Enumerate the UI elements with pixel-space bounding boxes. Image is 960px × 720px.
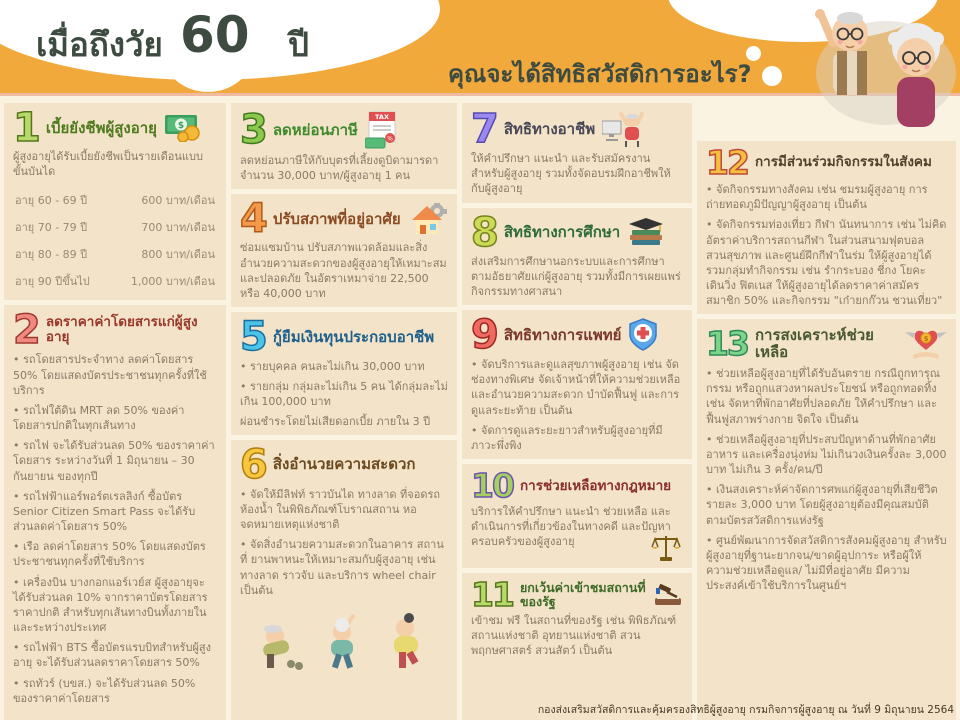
table-row: อายุ 60 - 69 ปี 600 บาท/เดือน [15, 193, 215, 207]
section-number: 2 [13, 307, 39, 354]
table-row: อายุ 80 - 89 ปี 800 บาท/เดือน [15, 247, 215, 261]
table-row: อายุ 90 ปีขึ้นไป 1,000 บาท/เดือน [15, 274, 215, 288]
section-body: ให้คำปรึกษา แนะนำ และรับสมัครงานสำหรับผู้สูงอายุ รวมทั้งจัดอบรมฝึกอาชีพให้กับผู้สูงอายุ [471, 152, 671, 196]
scales-icon [651, 534, 681, 562]
section-title: กู้ยืมเงินทุนประกอบอาชีพ [272, 327, 435, 346]
section-number: 10 [471, 466, 513, 506]
section-title: สิทธิทางการแพทย์ [503, 325, 622, 344]
gavel-book-icon [653, 584, 683, 606]
bullet-list: • จัดบริการและดูแลสุขภาพผู้สูงอายุ เช่น จัดช่องทางพิเศษ จัดเจ้าหน้าที่ให้ความช่วยเหลือและอำนวยความสะดวก บำบัดฟื้นฟู และการดูแลระยะท้าย เป็นต้น • จัดการดูแลระยะยาวสำหรับผู้สูงอายุที่มีภาวะพึ่งพิง [471, 357, 683, 453]
section-3-tax-deduction [231, 103, 457, 189]
education-icon [627, 218, 665, 248]
section-title: ยกเว้นค่าเข้าชมสถานที่ของรัฐ [519, 579, 646, 609]
section-9-medical-rights [462, 310, 692, 459]
elderly-couple-illustration [806, 3, 958, 131]
money-icon [164, 114, 204, 142]
section-8-education-rights [462, 208, 692, 306]
section-number: 6 [240, 441, 266, 488]
section-title: การมีส่วนร่วมกิจกรรมในสังคม [754, 154, 932, 171]
section-title: สิทธิทางการศึกษา [503, 223, 621, 242]
section-number: 8 [471, 209, 497, 256]
section-1-pension [4, 103, 226, 300]
section-number: 11 [471, 574, 513, 614]
page-subtitle: คุณจะได้สิทธิสวัสดิการอะไร? [448, 60, 752, 88]
section-body: ซ่อมแซมบ้าน ปรับสภาพแวดล้อมและสิ่งอำนวยความสะดวกของผู้สูงอายุให้เหมาะสมและปลอดภัย ในอัตราเหมาจ่าย 22,500 หรือ 40,000 บาท [240, 241, 447, 300]
content-area [0, 99, 960, 720]
section-title: สิทธิทางอาชีพ [503, 119, 596, 138]
column-1 [4, 103, 226, 720]
section-6-facilities [231, 440, 457, 720]
column-2 [231, 103, 457, 720]
decor-dot [762, 66, 782, 86]
section-title: การสงเคราะห์ช่วยเหลือ [754, 326, 874, 362]
medical-shield-icon [628, 318, 658, 352]
column-3 [462, 103, 692, 720]
title-age: 60 [180, 6, 250, 64]
section-body: เข้าชม ฟรี ในสถานที่ของรัฐ เช่น พิพิธภัณฑ์สถานแห่งชาติ อุทยานแห่งชาติ สวนพฤกษศาสตร์ สวนสัตว์ เป็นต้น [471, 613, 677, 658]
section-title: ลดราคาค่าโดยสารแก่ผู้สูงอายุ [45, 314, 198, 346]
tax-icon [365, 111, 397, 149]
section-13-welfare-assistance [697, 319, 956, 720]
section-10-legal-aid [462, 464, 692, 568]
pension-rate-table [13, 186, 217, 294]
section-number: 5 [240, 314, 266, 361]
section-body: ส่งเสริมการศึกษานอกระบบและการศึกษาตามอัธยาศัยแก่ผู้สูงอายุ รวมทั้งมีการเผยแพร่กิจกรรมทางศาสนา [471, 254, 681, 298]
section-intro: ผู้สูงอายุได้รับเบี้ยยังชีพเป็นรายเดือนแบบขั้นบันได [13, 150, 203, 179]
bullet-list: • จัดให้มีลิฟท์ ราวบันได ทางลาด ที่จอดรถ ห้องน้ำ ในพิพิธภัณฑ์โบราณสถาน หอจดหมายเหตุแห่งชาติ • จัดสิ่งอำนวยความสะดวกในอาคาร สถานที่ ยานพาหนะให้เหมาะสมกับผู้สูงอายุ เช่น ทางลาด ราวจับ และบริการ wheel chair เป็นต้น [240, 487, 448, 598]
section-title: สิ่งอำนวยความสะดวก [272, 455, 416, 474]
svg-text:TAX: TAX [374, 113, 389, 121]
section-11-free-admission [462, 573, 692, 720]
section-number: 1 [13, 105, 39, 151]
section-5-occupation-loan [231, 312, 457, 435]
section-body: ลดหย่อนภาษีให้กับบุตรที่เลี้ยงดูบิดามารดา จำนวน 30,000 บาท/ผู้สูงอายุ 1 คน [240, 154, 439, 183]
title-suffix: ปี [288, 25, 309, 64]
section-7-occupation-rights [462, 103, 692, 203]
column-4 [697, 103, 956, 720]
section-number: 4 [240, 196, 266, 243]
section-12-social-participation [697, 141, 956, 314]
table-row: อายุ 70 - 79 ปี 700 บาท/เดือน [15, 220, 215, 234]
bullet-list: • จัดกิจกรรมทางสังคม เช่น ชมรมผู้สูงอายุ การถ่ายทอดภูมิปัญญาผู้สูงอายุ เป็นต้น • จัดกิจกรรมท่องเที่ยว กีฬา นันทนาการ เช่น ไม่คิดอัตราค่าบริการสถานกีฬา ในส่วนสนามฟุตบอล สวนสุขภาพ และศูนย์ฝึกกีฬาในร่ม ให้ผู้สูงอายุได้รวมกลุ่มทำกิจกรรม เช่น รำกระบอง ชี่กง โยคะ เดินวิ่ง ฟิตเนส ให้ผู้สูงอายุได้ลดราคาค่าสมัครสมาชิก 50% และกิจกรรม "เก๋ายกก๊วน ชวนเที่ยว" [706, 182, 947, 308]
loan-note: ผ่อนชำระโดยไม่เสียดอกเบี้ย ภายใน 3 ปี [240, 414, 431, 428]
section-title: การช่วยเหลือทางกฎหมาย [519, 477, 672, 494]
svg-text:%: % [387, 135, 393, 143]
bullet-list: • รถโดยสารประจำทาง ลดค่าโดยสาร 50% โดยแสดงบัตรประชาชนทุกครั้งที่ใช้บริการ • รถไฟใต้ดิน MRT ลด 50% ของค่าโดยสารปกติในทุกเส้นทาง • รถไฟ จะได้รับส่วนลด 50% ของราคาค่าโดยสาร ระหว่างวันที่ 1 มิถุนายน – 30 กันยายน ของทุกปี • รถไฟฟ้าแอร์พอร์ตเรลลิงก์ ซื้อบัตร Senior Citizen Smart Pass จะได้รับส่วนลดค่าโดยสาร 50% • เรือ ลดค่าโดยสาร 50% โดยแสดงบัตรประชาชนทุกครั้งที่ใช้บริการ • เครื่องบิน บางกอกแอร์เวย์ส ผู้สูงอายุจะได้รับส่วนลด 10% จากราคาบัตรโดยสารราคาปกติ สำหรับทุกเส้นทางบินทั้งภายในและระหว่างประเทศ • รถไฟฟ้า BTS ซื้อบัตรแรบบิทสำหรับผู้สูงอายุ จะได้รับส่วนลดราคาโดยสาร 50% • รถทัวร์ (บขส.) จะได้รับส่วนลด 50% ของราคาค่าโดยสาร [13, 352, 217, 706]
section-number: 9 [471, 312, 497, 359]
house-icon [408, 203, 448, 235]
svg-text:$: $ [177, 121, 185, 131]
section-number: 12 [706, 143, 748, 182]
bullet-list: • รายบุคคล คนละไม่เกิน 30,000 บาท • รายกลุ่ม กลุ่มละไม่เกิน 5 คน ได้กลุ่มละไม่เกิน 100,000 บาท [240, 359, 448, 410]
section-title: เบี้ยยังชีพผู้สูงอายุ [45, 118, 157, 137]
section-2-transport-discount [4, 305, 226, 720]
section-number: 3 [240, 107, 266, 153]
worker-icon [602, 111, 644, 147]
section-number: 13 [706, 324, 748, 364]
heart-hand-icon [905, 328, 947, 360]
section-4-housing [231, 194, 457, 307]
svg-text:$: $ [923, 335, 929, 344]
bullet-list: • ช่วยเหลือผู้สูงอายุที่ได้รับอันตราย กรณีถูกทารุณกรรม หรือถูกแสวงหาผลประโยชน์ หรือถูกทอดทิ้ง เช่น จัดหาที่พักอาศัยที่ปลอดภัย ให้คำปรึกษา และฟื้นฟูสภาพร่างกาย จิตใจ เป็นต้น • ช่วยเหลือผู้สูงอายุที่ประสบปัญหาด้านที่พักอาศัย อาหาร และเครื่องนุ่งห่ม ไม่เกินวงเงินครั้งละ 3,000 บาท ไม่เกิน 3 ครั้ง/คน/ปี • เงินสงเคราะห์ค่าจัดการศพแก่ผู้สูงอายุที่เสียชีวิต รายละ 3,000 บาท โดยผู้สูงอายุต้องมีคุณสมบัติตามบัตรสวัสดิการแห่งรัฐ • ศูนย์พัฒนาการจัดสวัสดิการสังคมผู้สูงอายุ สำหรับผู้สูงอายุที่ฐานะยากจน/ขาดผู้อุปการะ หรือผู้ให้ความช่วยเหลือดูแล/ ไม่มีที่อยู่อาศัย มีความประสงค์เข้าใช้บริการในศูนย์ฯ [706, 366, 947, 593]
elderly-exercise-illustration [249, 606, 439, 672]
section-title: ปรับสภาพที่อยู่อาศัย [272, 209, 401, 228]
section-title: ลดหย่อนภาษี [272, 120, 358, 139]
title-prefix: เมื่อถึงวัย [36, 25, 163, 64]
section-number: 7 [471, 106, 497, 152]
source-credit: กองส่งเสริมสวัสดิการและคุ้มครองสิทธิผู้สูงอายุ กรมกิจการผู้สูงอายุ ณ วันที่ 9 มิถุนายน 2564 [537, 704, 954, 716]
section-body: บริการให้คำปรึกษา แนะนำ ช่วยเหลือ และดำเนินการที่เกี่ยวข้องในทางคดี และปัญหาครอบครัวของผู้สูงอายุ [471, 505, 671, 549]
